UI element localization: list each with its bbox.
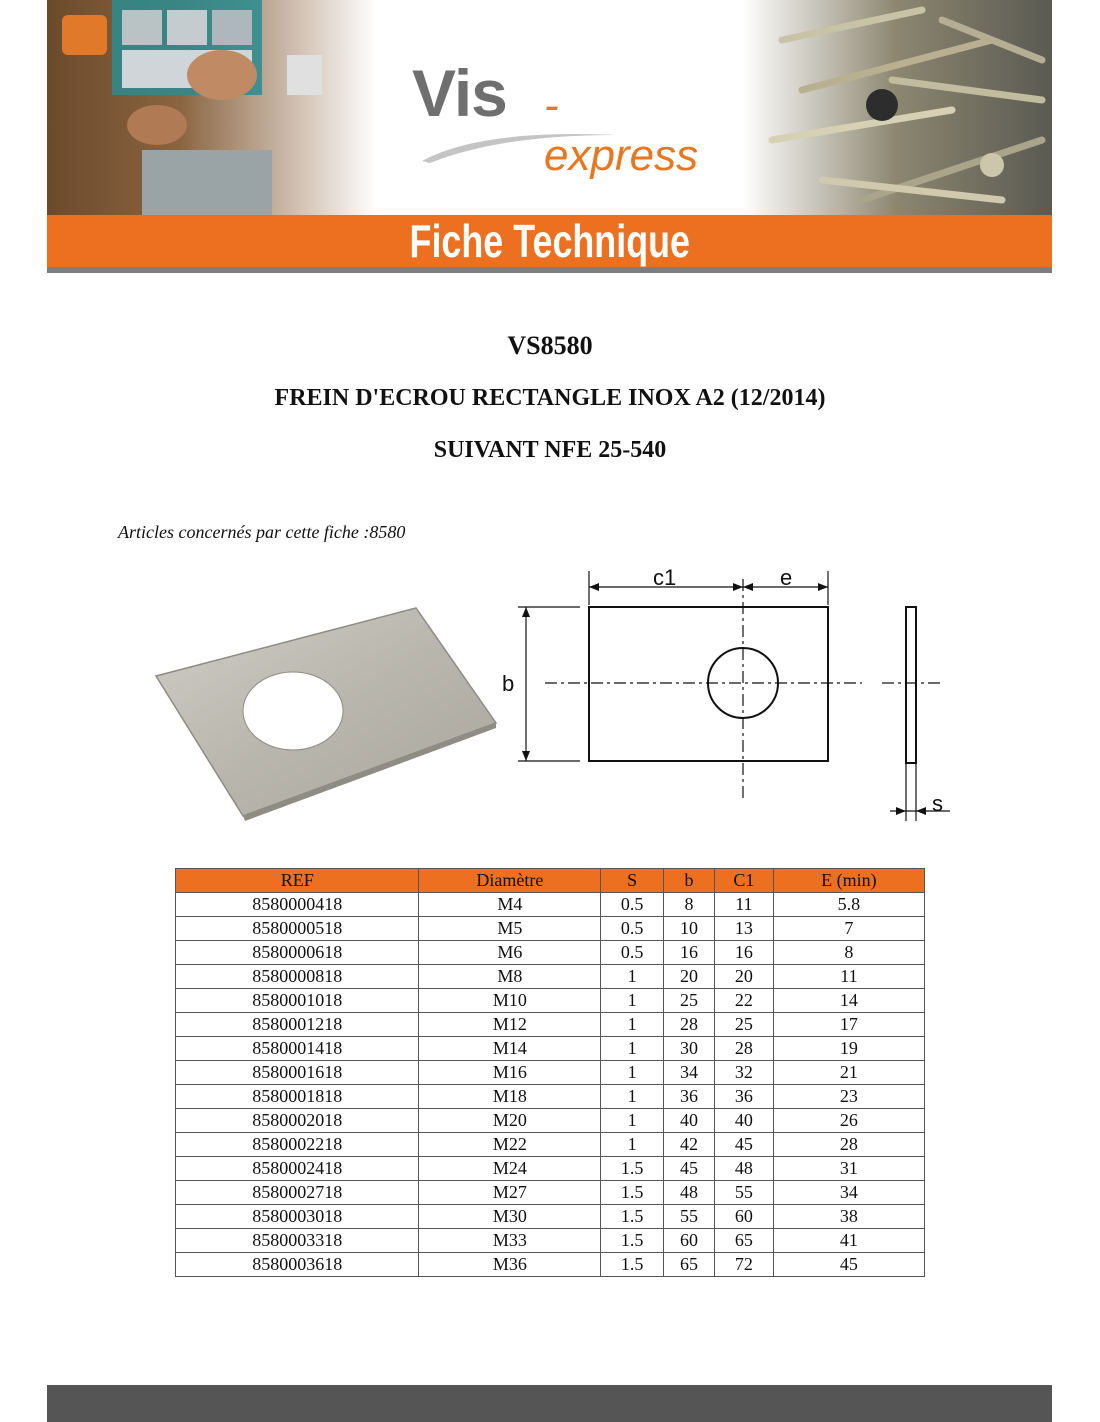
table-cell: 0.5 bbox=[601, 917, 664, 941]
table-cell: M12 bbox=[419, 1013, 601, 1037]
table-cell: 1 bbox=[601, 1133, 664, 1157]
table-cell: 8 bbox=[773, 941, 924, 965]
table-cell: M14 bbox=[419, 1037, 601, 1061]
table-cell: M10 bbox=[419, 989, 601, 1013]
product-name: FREIN D'ECROU RECTANGLE INOX A2 (12/2014) bbox=[274, 385, 826, 411]
table-cell: 10 bbox=[664, 917, 715, 941]
table-cell: 8580000818 bbox=[176, 965, 419, 989]
table-cell: 22 bbox=[714, 989, 773, 1013]
table-cell: 17 bbox=[773, 1013, 924, 1037]
logo-vis-text: Vis bbox=[412, 56, 507, 130]
table-row bbox=[176, 965, 925, 989]
table-cell: 55 bbox=[664, 1205, 715, 1229]
table-cell: 1 bbox=[601, 1013, 664, 1037]
table-cell: 1 bbox=[601, 1061, 664, 1085]
table-cell: 8580002218 bbox=[176, 1133, 419, 1157]
specifications-table bbox=[175, 868, 925, 1277]
table-cell: 20 bbox=[664, 965, 715, 989]
table-cell: 8580001018 bbox=[176, 989, 419, 1013]
fiche-technique-bar bbox=[47, 215, 1052, 273]
table-row bbox=[176, 1181, 925, 1205]
table-cell: 8580001818 bbox=[176, 1085, 419, 1109]
table-cell: 26 bbox=[773, 1109, 924, 1133]
table-cell: 8580003318 bbox=[176, 1229, 419, 1253]
table-row bbox=[176, 1037, 925, 1061]
table-cell: 14 bbox=[773, 989, 924, 1013]
table-cell: 45 bbox=[714, 1133, 773, 1157]
table-cell: 72 bbox=[714, 1253, 773, 1277]
table-cell: 0.5 bbox=[601, 893, 664, 917]
screws-photo bbox=[742, 0, 1052, 215]
table-cell: 11 bbox=[773, 965, 924, 989]
table-cell: 8580002018 bbox=[176, 1109, 419, 1133]
table-row bbox=[176, 941, 925, 965]
table-cell: 8580003018 bbox=[176, 1205, 419, 1229]
table-cell: 8580001418 bbox=[176, 1037, 419, 1061]
label-e: e bbox=[780, 565, 793, 590]
table-cell: 45 bbox=[773, 1253, 924, 1277]
table-row bbox=[176, 1061, 925, 1085]
table-cell: 1.5 bbox=[601, 1205, 664, 1229]
table-cell: 8580002718 bbox=[176, 1181, 419, 1205]
washer-side-view bbox=[906, 607, 916, 763]
table-cell: 36 bbox=[714, 1085, 773, 1109]
header-banner bbox=[47, 0, 1052, 215]
col-header-s: S bbox=[601, 869, 664, 893]
table-cell: 21 bbox=[773, 1061, 924, 1085]
table-cell: 11 bbox=[714, 893, 773, 917]
logo-swoosh-icon bbox=[420, 125, 620, 165]
table-cell: 34 bbox=[773, 1181, 924, 1205]
label-c1: c1 bbox=[653, 565, 677, 590]
table-cell: 40 bbox=[664, 1109, 715, 1133]
table-row bbox=[176, 1157, 925, 1181]
table-cell: 8580000418 bbox=[176, 893, 419, 917]
table-cell: 40 bbox=[714, 1109, 773, 1133]
table-cell: 45 bbox=[664, 1157, 715, 1181]
vis-express-logo bbox=[412, 55, 702, 180]
product-titles bbox=[0, 328, 1100, 468]
tools-photo bbox=[47, 0, 377, 215]
table-cell: 7 bbox=[773, 917, 924, 941]
label-s: s bbox=[932, 791, 943, 816]
table-cell: 41 bbox=[773, 1229, 924, 1253]
table-cell: 8 bbox=[664, 893, 715, 917]
table-cell: 5.8 bbox=[773, 893, 924, 917]
table-cell: 48 bbox=[714, 1157, 773, 1181]
table-cell: 8580001618 bbox=[176, 1061, 419, 1085]
table-cell: 0.5 bbox=[601, 941, 664, 965]
table-cell: 1 bbox=[601, 1085, 664, 1109]
col-header-b: b bbox=[664, 869, 715, 893]
table-body bbox=[176, 893, 925, 1277]
product-standard: SUIVANT NFE 25-540 bbox=[433, 437, 667, 463]
table-row bbox=[176, 1109, 925, 1133]
table-cell: 8580001218 bbox=[176, 1013, 419, 1037]
table-cell: 1.5 bbox=[601, 1181, 664, 1205]
table-cell: 55 bbox=[714, 1181, 773, 1205]
table-row bbox=[176, 989, 925, 1013]
table-cell: M8 bbox=[419, 965, 601, 989]
table-cell: 25 bbox=[664, 989, 715, 1013]
table-cell: M18 bbox=[419, 1085, 601, 1109]
table-cell: 1 bbox=[601, 1109, 664, 1133]
table-cell: M30 bbox=[419, 1205, 601, 1229]
table-cell: M6 bbox=[419, 941, 601, 965]
table-cell: M20 bbox=[419, 1109, 601, 1133]
table-cell: M33 bbox=[419, 1229, 601, 1253]
washer-photo bbox=[148, 598, 498, 823]
banner-title: Fiche Technique bbox=[409, 215, 690, 267]
table-cell: M24 bbox=[419, 1157, 601, 1181]
table-cell: 1.5 bbox=[601, 1229, 664, 1253]
table-cell: 8580003618 bbox=[176, 1253, 419, 1277]
table-row bbox=[176, 1133, 925, 1157]
table-row bbox=[176, 893, 925, 917]
table-cell: 65 bbox=[664, 1253, 715, 1277]
table-cell: 20 bbox=[714, 965, 773, 989]
table-row bbox=[176, 917, 925, 941]
table-cell: 16 bbox=[664, 941, 715, 965]
col-header-e-min: E (min) bbox=[773, 869, 924, 893]
table-cell: M4 bbox=[419, 893, 601, 917]
technical-drawing bbox=[500, 565, 960, 830]
table-cell: 1.5 bbox=[601, 1253, 664, 1277]
table-cell: 60 bbox=[664, 1229, 715, 1253]
footer-bar bbox=[47, 1385, 1052, 1422]
table-cell: 19 bbox=[773, 1037, 924, 1061]
label-b: b bbox=[502, 671, 515, 696]
table-header-row bbox=[176, 869, 925, 893]
table-row bbox=[176, 1205, 925, 1229]
table-cell: 8580002418 bbox=[176, 1157, 419, 1181]
table-cell: 32 bbox=[714, 1061, 773, 1085]
table-row bbox=[176, 1229, 925, 1253]
table-cell: 25 bbox=[714, 1013, 773, 1037]
table-cell: 34 bbox=[664, 1061, 715, 1085]
table-row bbox=[176, 1253, 925, 1277]
table-cell: 36 bbox=[664, 1085, 715, 1109]
table-cell: 23 bbox=[773, 1085, 924, 1109]
articles-note: Articles concernés par cette fiche :8580 bbox=[118, 522, 406, 542]
table-row bbox=[176, 1085, 925, 1109]
table-cell: 60 bbox=[714, 1205, 773, 1229]
table-cell: 16 bbox=[714, 941, 773, 965]
table-cell: 28 bbox=[664, 1013, 715, 1037]
table-cell: 1.5 bbox=[601, 1157, 664, 1181]
table-cell: 48 bbox=[664, 1181, 715, 1205]
table-cell: 42 bbox=[664, 1133, 715, 1157]
table-cell: M27 bbox=[419, 1181, 601, 1205]
table-cell: 30 bbox=[664, 1037, 715, 1061]
col-header-ref: REF bbox=[176, 869, 419, 893]
table-cell: 28 bbox=[773, 1133, 924, 1157]
table-cell: 38 bbox=[773, 1205, 924, 1229]
table-cell: 1 bbox=[601, 989, 664, 1013]
table-cell: M5 bbox=[419, 917, 601, 941]
table-cell: 1 bbox=[601, 965, 664, 989]
table-cell: 8580000518 bbox=[176, 917, 419, 941]
table-cell: M36 bbox=[419, 1253, 601, 1277]
table-cell: M22 bbox=[419, 1133, 601, 1157]
table-cell: M16 bbox=[419, 1061, 601, 1085]
logo-express-text: -express bbox=[544, 81, 699, 180]
col-header-c1: C1 bbox=[714, 869, 773, 893]
table-cell: 1 bbox=[601, 1037, 664, 1061]
table-cell: 65 bbox=[714, 1229, 773, 1253]
table-cell: 31 bbox=[773, 1157, 924, 1181]
table-cell: 13 bbox=[714, 917, 773, 941]
col-header-diametre: Diamètre bbox=[419, 869, 601, 893]
table-cell: 8580000618 bbox=[176, 941, 419, 965]
table-cell: 28 bbox=[714, 1037, 773, 1061]
table-row bbox=[176, 1013, 925, 1037]
product-code: VS8580 bbox=[507, 331, 593, 360]
